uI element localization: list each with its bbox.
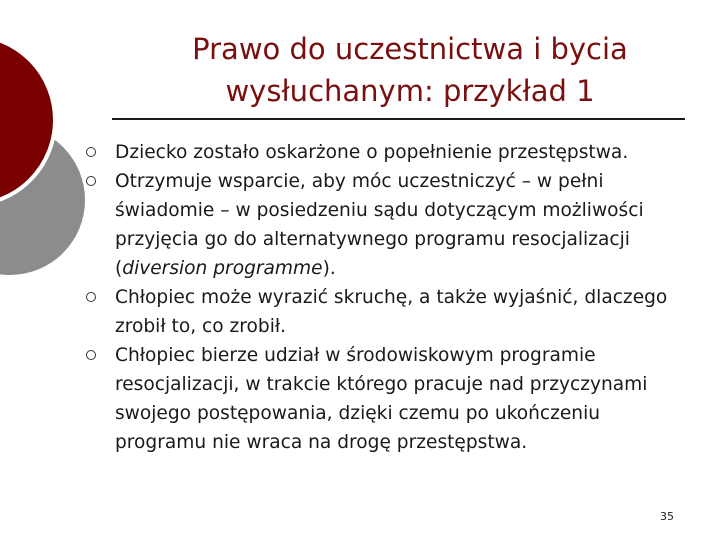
bullet-circle-icon xyxy=(86,176,96,186)
bullet-text: Chłopiec bierze udział w środowiskowym programie resocjalizacji, w trakcie którego pracuje nad przyczynami swojego postępowania, dzięki czemu po ukończeniu programu nie wraca na drogę przestępstwa. xyxy=(115,345,648,453)
bullet-text: Dziecko zostało oskarżone o popełnienie przestępstwa. xyxy=(115,142,629,163)
bullet-text: Otrzymuje wsparcie, aby móc uczestniczyć – w pełni świadomie – w posiedzeniu sądu dotyczącym możliwości przyjęcia go do alternatywnego programu resocjalizacji ( xyxy=(115,171,644,279)
bullet-text: Chłopiec może wyrazić skruchę, a także wyjaśnić, dlaczego zrobił to, co zrobił. xyxy=(115,287,668,337)
title-divider xyxy=(112,118,685,120)
bullet-item-4 xyxy=(82,341,682,457)
page-number: 35 xyxy=(660,510,674,523)
slide-title xyxy=(130,28,690,112)
bullet-italic-term: diversion programme xyxy=(122,258,323,279)
title-line-1: Prawo do uczestnictwa i bycia xyxy=(192,32,628,66)
bullet-circle-icon xyxy=(86,292,96,302)
bullet-circle-icon xyxy=(86,147,96,157)
bullet-list xyxy=(82,138,682,457)
title-line-2: wysłuchanym: przykład 1 xyxy=(225,74,595,108)
bullet-item-1 xyxy=(82,138,682,167)
bullet-text-end: ). xyxy=(322,258,336,279)
bullet-item-2 xyxy=(82,167,682,283)
bullet-item-3 xyxy=(82,283,682,341)
bullet-circle-icon xyxy=(86,350,96,360)
